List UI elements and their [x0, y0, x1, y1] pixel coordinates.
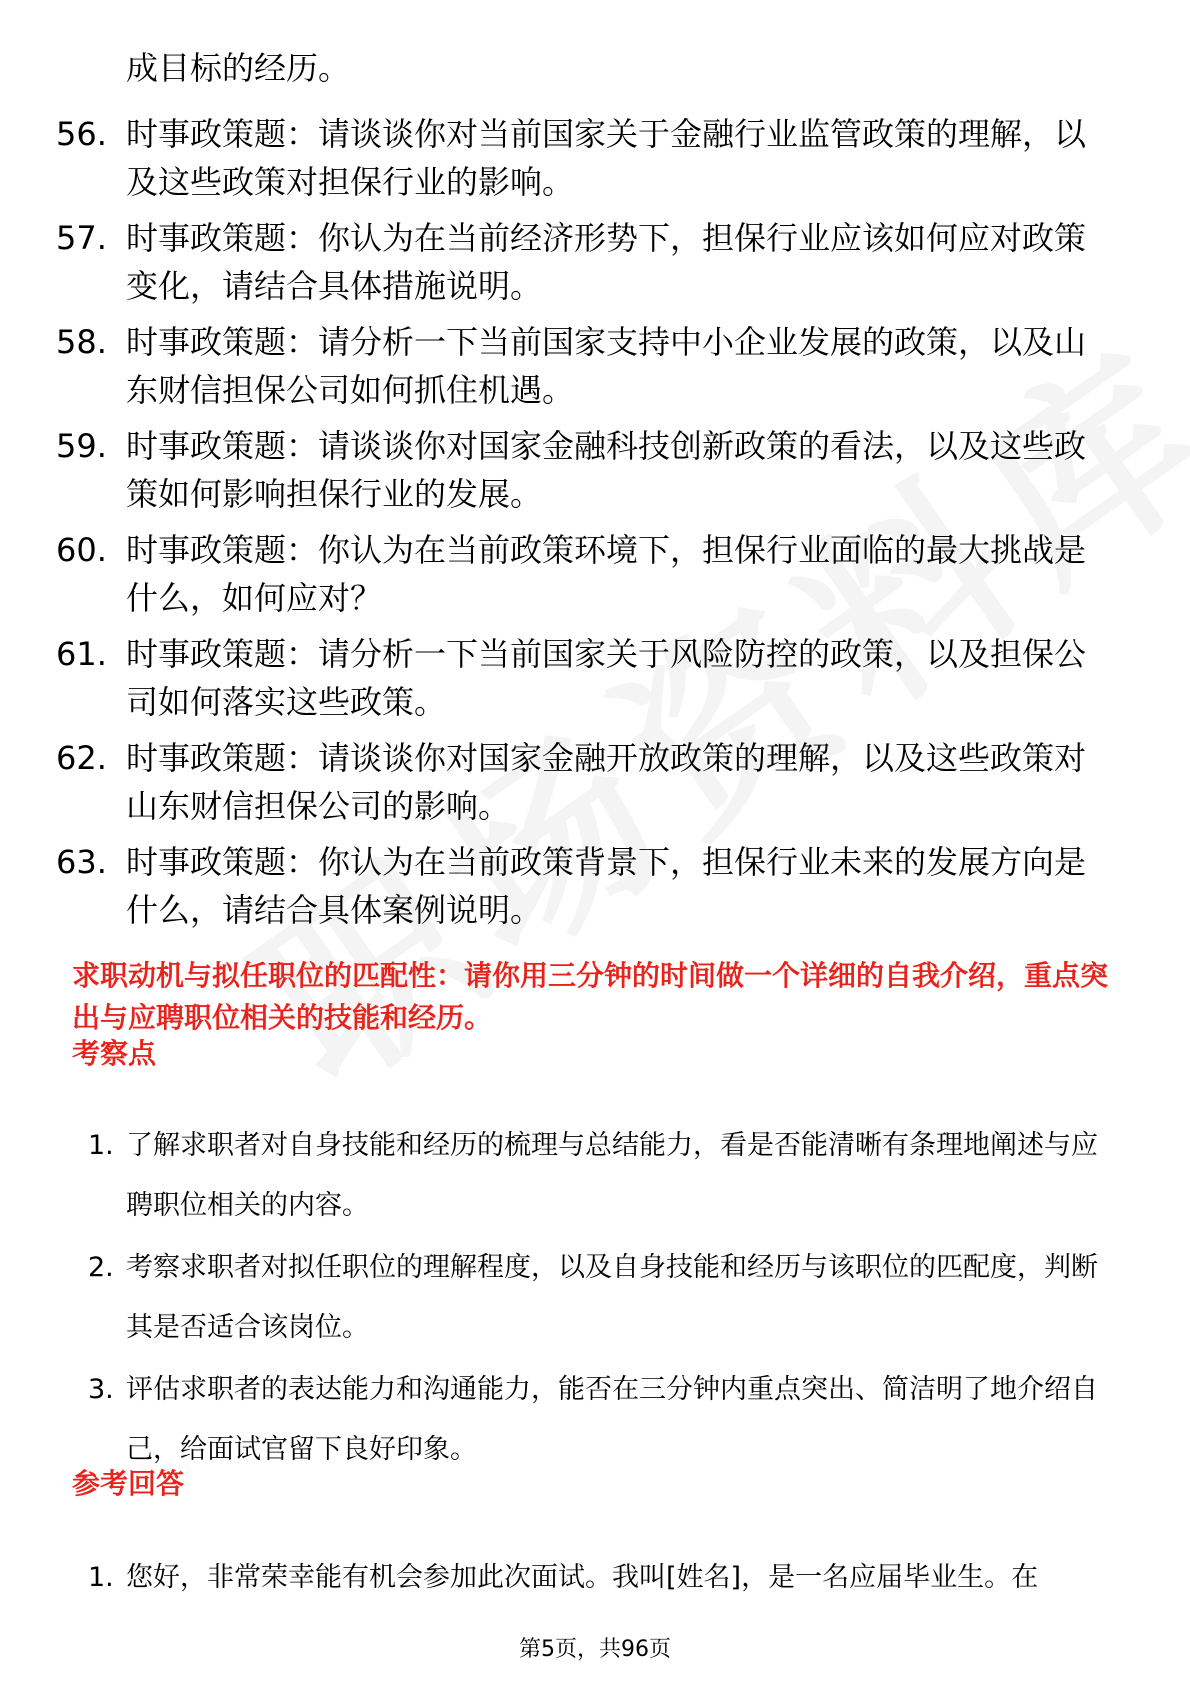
list-item	[0, 422, 1190, 526]
list-item	[0, 734, 1190, 838]
question-number: 60.	[56, 531, 107, 569]
question-number: 61.	[56, 635, 107, 673]
point-number: 3.	[88, 1374, 114, 1405]
list-item	[0, 1548, 1190, 1608]
point-text: 了解求职者对自身技能和经历的梳理与总结能力，看是否能清晰有条理地阐述与应聘职位相关的内容。	[126, 1130, 1098, 1221]
question-text: 时事政策题：请谈谈你对国家金融科技创新政策的看法，以及这些政策如何影响担保行业的发展。	[126, 427, 1087, 513]
list-item	[0, 526, 1190, 630]
section-title: 求职动机与拟任职位的匹配性：请你用三分钟的时间做一个详细的自我介绍，重点突出与应聘职位相关的技能和经历。	[72, 959, 1109, 1034]
question-list	[0, 110, 1190, 942]
continuation-text: 成目标的经历。	[126, 49, 351, 87]
point-text: 评估求职者的表达能力和沟通能力，能否在三分钟内重点突出、简洁明了地介绍自己，给面试官留下良好印象。	[126, 1374, 1098, 1465]
list-item	[0, 318, 1190, 422]
answer-text: 您好，非常荣幸能有机会参加此次面试。我叫[姓名]，是一名应届毕业生。在	[126, 1562, 1039, 1593]
question-text: 时事政策题：请分析一下当前国家支持中小企业发展的政策，以及山东财信担保公司如何抓住机遇。	[126, 323, 1087, 409]
points-list	[0, 1116, 1190, 1482]
question-number: 58.	[56, 323, 107, 361]
list-item	[0, 214, 1190, 318]
list-item	[0, 838, 1190, 942]
list-item	[0, 1238, 1190, 1360]
answer-number: 1.	[88, 1562, 114, 1593]
question-number: 56.	[56, 115, 107, 153]
list-item	[0, 630, 1190, 734]
list-item	[0, 110, 1190, 214]
page-footer: 第5页，共96页	[519, 1637, 671, 1662]
question-number: 57.	[56, 219, 107, 257]
point-text: 考察求职者对拟任职位的理解程度，以及自身技能和经历与该职位的匹配度，判断其是否适合该岗位。	[126, 1252, 1098, 1343]
question-text: 时事政策题：你认为在当前政策环境下，担保行业面临的最大挑战是什么，如何应对？	[126, 531, 1087, 617]
point-number: 1.	[88, 1130, 114, 1161]
question-text: 时事政策题：请分析一下当前国家关于风险防控的政策，以及担保公司如何落实这些政策。	[126, 635, 1087, 721]
question-number: 62.	[56, 739, 107, 777]
point-number: 2.	[88, 1252, 114, 1283]
answer-heading: 参考回答	[72, 1467, 185, 1500]
question-text: 时事政策题：请谈谈你对当前国家关于金融行业监管政策的理解，以及这些政策对担保行业的影响。	[126, 115, 1087, 201]
question-text: 时事政策题：请谈谈你对国家金融开放政策的理解，以及这些政策对山东财信担保公司的影响。	[126, 739, 1087, 825]
question-number: 59.	[56, 427, 107, 465]
question-text: 时事政策题：你认为在当前政策背景下，担保行业未来的发展方向是什么，请结合具体案例说明。	[126, 843, 1087, 929]
question-number: 63.	[56, 843, 107, 881]
list-item	[0, 1116, 1190, 1238]
question-text: 时事政策题：你认为在当前经济形势下，担保行业应该如何应对政策变化，请结合具体措施说明。	[126, 219, 1087, 305]
points-heading: 考察点	[72, 1037, 157, 1070]
